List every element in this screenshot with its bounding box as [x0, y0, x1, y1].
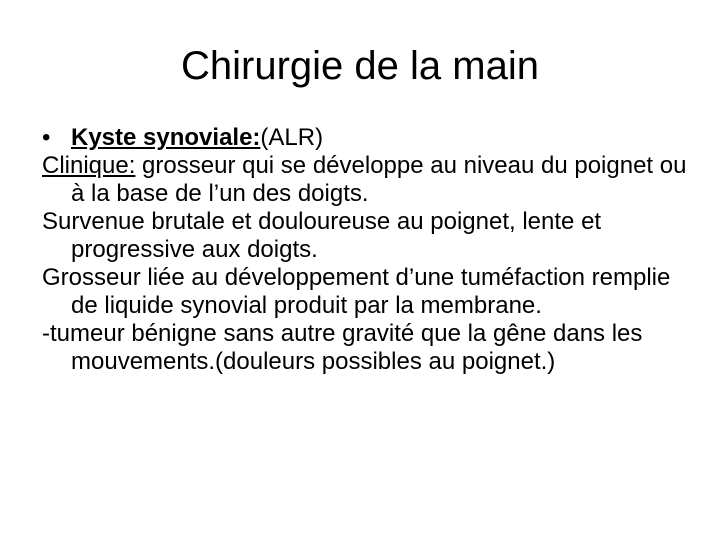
- slide-body: [42, 124, 702, 376]
- paragraph-tumeur: -tumeur bénigne sans autre gravité que la gêne dans les mouvements.(douleurs possibles au poignet.): [42, 320, 643, 375]
- bullet-item-kyste: [42, 124, 702, 152]
- slide-title: Chirurgie de la main: [181, 44, 539, 88]
- paragraph-grosseur: Grosseur liée au développement d’une tuméfaction remplie de liquide synovial produit par la membrane.: [42, 264, 671, 319]
- kyste-rest: (ALR): [260, 124, 324, 151]
- paragraph-clinique: [42, 152, 702, 208]
- bullet-icon: •: [42, 124, 51, 151]
- paragraph-survenue: Survenue brutale et douloureuse au poignet, lente et progressive aux doigts.: [42, 208, 602, 263]
- clinique-label: Clinique:: [42, 152, 136, 179]
- clinique-text: grosseur qui se développe au niveau du poignet ou à la base de l’un des doigts.: [71, 152, 687, 207]
- kyste-term: Kyste synoviale:: [71, 124, 261, 151]
